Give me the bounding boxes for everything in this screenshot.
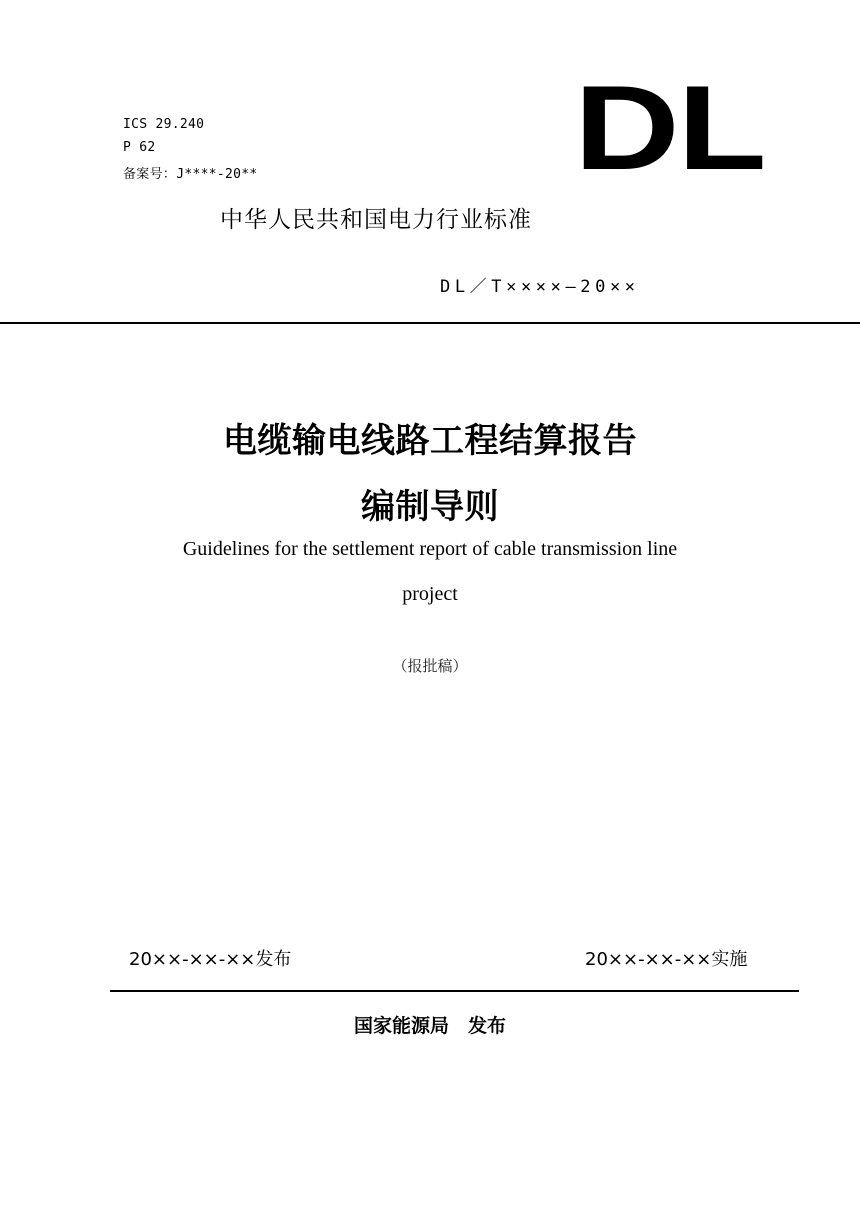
document-title-line-1: 电缆输电线路工程结算报告 — [223, 421, 637, 461]
publish-date: 20××-××-××发布 — [129, 949, 292, 970]
draft-status: （报批稿） — [392, 657, 468, 675]
top-divider — [0, 322, 860, 324]
classification-code: P 62 — [123, 140, 156, 155]
effective-date: 20××-××-××实施 — [585, 949, 748, 970]
record-number: 备案号：J****-20** — [123, 167, 258, 182]
industry-standard-title: 中华人民共和国电力行业标准 — [220, 207, 532, 233]
bottom-divider — [110, 990, 799, 992]
dl-logo: DL — [574, 61, 765, 195]
english-title-line-2: project — [402, 583, 458, 605]
ics-code: ICS 29.240 — [123, 117, 205, 132]
english-title-line-1: Guidelines for the settlement report of cable transmission line — [182, 538, 678, 560]
standard-code: DL／T××××—20×× — [440, 277, 640, 297]
document-title-line-2: 编制导则 — [361, 487, 499, 527]
publisher: 国家能源局 发布 — [353, 1015, 506, 1037]
